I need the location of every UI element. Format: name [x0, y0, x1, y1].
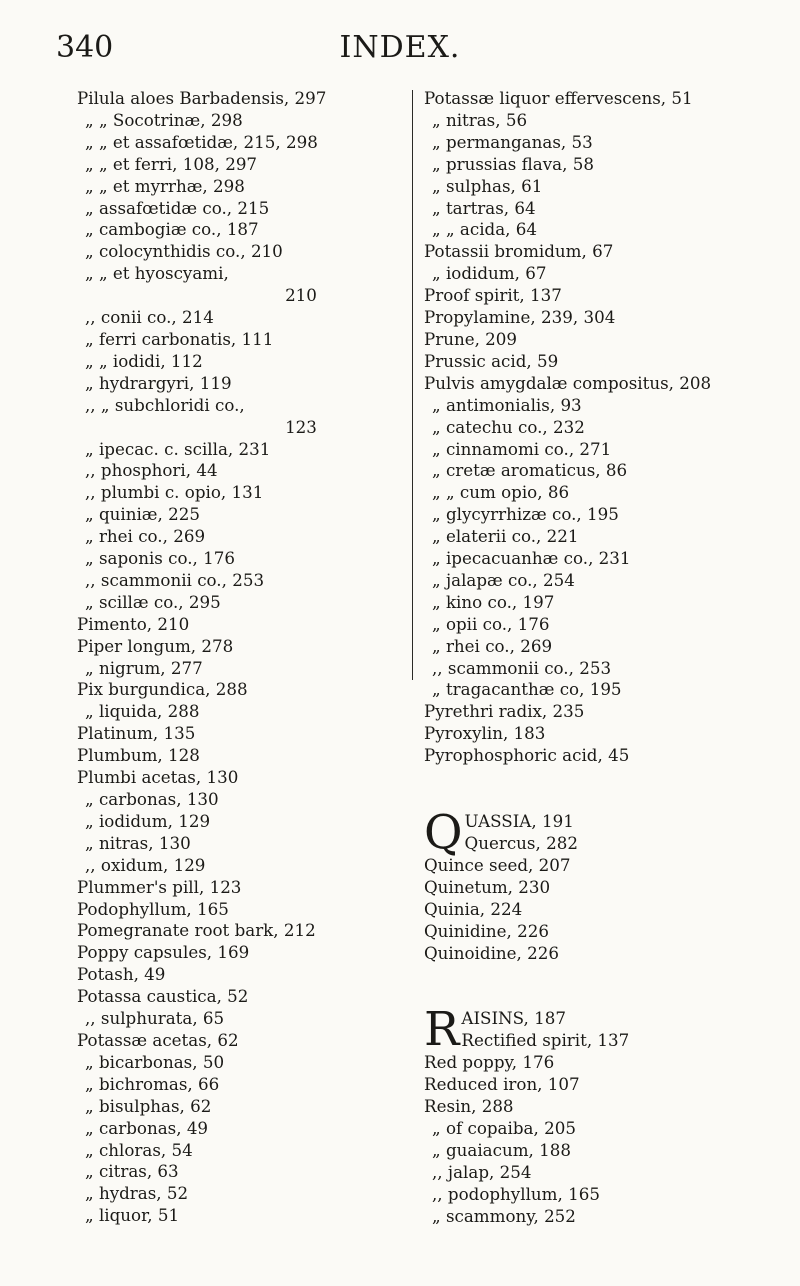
section-q: [424, 805, 764, 861]
r-entries: [424, 1052, 764, 1227]
index-entry: „ scillæ co., 295: [85, 591, 221, 612]
index-entry: ,, jalap, 254: [432, 1161, 532, 1182]
index-entry: Prussic acid, 59: [424, 350, 559, 371]
index-entry: „ ipecacuanhæ co., 231: [432, 548, 631, 569]
column-divider: [412, 90, 413, 680]
index-entry: Proof spirit, 137: [424, 285, 562, 306]
index-entry: „ nitras, 130: [85, 832, 191, 853]
index-entry: „ guaiacum, 188: [432, 1139, 571, 1160]
index-entry: „ „ acida, 64: [432, 219, 538, 240]
index-entry: ,, conii co., 214: [85, 307, 214, 328]
index-entry: „ cambogiæ co., 187: [85, 219, 259, 240]
index-entry: „ carbonas, 130: [85, 789, 219, 809]
index-entry: ,, podophyllum, 165: [432, 1183, 600, 1204]
index-entry: „ hydrargyri, 119: [85, 372, 232, 393]
p-entries: [424, 88, 764, 767]
index-entry: Platinum, 135: [77, 723, 196, 744]
index-entry: Potassæ acetas, 62: [77, 1029, 239, 1050]
index-entry: „ assafœtidæ co., 215: [85, 197, 270, 218]
index-entry: „ colocynthidis co., 210: [85, 241, 283, 262]
page-number: 340: [56, 30, 114, 65]
index-entry: Podophyllum, 165: [77, 898, 229, 919]
index-entry: „ hydras, 52: [85, 1183, 189, 1204]
index-entry: „ jalapæ co., 254: [432, 569, 575, 590]
index-entry: 210: [285, 285, 317, 306]
index-entry: „ sulphas, 61: [432, 175, 543, 196]
index-entry: „ „ et ferri, 108, 297: [85, 153, 258, 174]
index-entry: „ bisulphas, 62: [85, 1095, 212, 1116]
dropcap-r: R: [424, 1002, 460, 1058]
index-entry: Quince seed, 207: [424, 854, 571, 875]
index-entry: „ bichromas, 66: [85, 1073, 220, 1094]
index-entry: „ catechu co., 232: [432, 416, 585, 437]
index-entry: ,, oxidum, 129: [85, 854, 206, 875]
index-entry: AISINS, 187: [461, 1008, 566, 1029]
index-entry: „ chloras, 54: [85, 1139, 193, 1160]
index-entry: „ glycyrrhizæ co., 195: [432, 504, 619, 525]
index-entry: „ opii co., 176: [432, 613, 550, 634]
index-entry: Quercus, 282: [464, 833, 578, 853]
index-entry: Quinoidine, 226: [424, 942, 559, 963]
index-entry: „ saponis co., 176: [85, 548, 236, 569]
index-entry: Pyrethri radix, 235: [424, 701, 585, 722]
index-entry: Pilula aloes Barbadensis, 297: [77, 88, 327, 108]
index-entry: „ ferri carbonatis, 111: [85, 328, 274, 349]
index-entry: „ tartras, 64: [432, 197, 536, 218]
index-entry: „ „ et myrrhæ, 298: [85, 175, 245, 196]
section-gap: [424, 964, 764, 1008]
index-entry: „ tragacanthæ co, 195: [432, 679, 622, 700]
page-header: [56, 30, 744, 70]
index-entry: Propylamine, 239, 304: [424, 307, 616, 328]
index-entry: „ rhei co., 269: [432, 635, 553, 656]
index-entry: Plumbi acetas, 130: [77, 767, 239, 788]
index-entry: UASSIA, 191: [464, 811, 574, 832]
index-entry: „ ipecac. c. scilla, 231: [85, 438, 271, 459]
left-index-column: [77, 88, 405, 1227]
index-entry: ,, plumbi c. opio, 131: [85, 482, 264, 503]
index-entry: „ rhei co., 269: [85, 526, 206, 547]
index-entry: Pulvis amygdalæ compositus, 208: [424, 372, 712, 393]
index-entry: Rectified spirit, 137: [461, 1030, 630, 1051]
index-entry: ,, scammonii co., 253: [85, 569, 265, 590]
index-entry: Poppy capsules, 169: [77, 942, 250, 963]
running-title: INDEX.: [339, 30, 461, 65]
index-entry: Potassii bromidum, 67: [424, 241, 614, 262]
section-gap: [424, 767, 764, 811]
index-entry: „ bicarbonas, 50: [85, 1051, 225, 1072]
index-entry: Pimento, 210: [77, 613, 190, 634]
index-entry: „ iodidum, 129: [85, 810, 211, 831]
index-entry: ,, sulphurata, 65: [85, 1008, 225, 1029]
index-entry: „ antimonialis, 93: [432, 394, 582, 415]
index-entry: ,, „ subchloridi co.,: [85, 394, 245, 415]
index-entry: „ „ cum opio, 86: [432, 482, 570, 503]
index-entry: Pix burgundica, 288: [77, 679, 248, 700]
index-entry: Quinidine, 226: [424, 920, 549, 941]
q-entries: [424, 855, 764, 965]
index-entry: „ liquor, 51: [85, 1205, 180, 1226]
index-entry: ,, scammonii co., 253: [432, 657, 612, 678]
index-entry: Potassæ liquor effervescens, 51: [424, 88, 693, 108]
index-entry: „ prussias flava, 58: [432, 153, 594, 174]
index-entry: „ permanganas, 53: [432, 131, 593, 152]
index-entry: Reduced iron, 107: [424, 1074, 580, 1095]
index-entry: „ „ et assafœtidæ, 215, 298: [85, 131, 318, 152]
index-entry: Pyroxylin, 183: [424, 723, 546, 744]
index-entry: Quinetum, 230: [424, 876, 551, 897]
index-entry: „ liquida, 288: [85, 701, 200, 722]
index-entry: Pyrophosphoric acid, 45: [424, 745, 630, 766]
index-entry: Pomegranate root bark, 212: [77, 920, 316, 941]
index-entry: Piper longum, 278: [77, 635, 234, 656]
index-entry: „ quiniæ, 225: [85, 504, 200, 525]
index-entry: „ citras, 63: [85, 1161, 179, 1182]
index-entry: „ „ et hyoscyami,: [85, 263, 229, 284]
section-r: [424, 1002, 764, 1058]
index-entry: 123: [285, 416, 317, 437]
index-entry: „ carbonas, 49: [85, 1117, 209, 1138]
index-entry: Quinia, 224: [424, 898, 523, 919]
index-entry: „ elaterii co., 221: [432, 526, 579, 547]
index-entry: ,, phosphori, 44: [85, 460, 218, 481]
index-entry: „ cretæ aromaticus, 86: [432, 460, 628, 481]
index-entry: „ scammony, 252: [432, 1205, 576, 1226]
index-entry: „ kino co., 197: [432, 591, 555, 612]
index-entry: Prune, 209: [424, 328, 518, 349]
index-entry: „ iodidum, 67: [432, 263, 547, 284]
dropcap-q: Q: [424, 805, 463, 861]
index-entry: Potash, 49: [77, 964, 166, 985]
index-entry: Red poppy, 176: [424, 1052, 555, 1073]
index-entry: „ nigrum, 277: [85, 657, 203, 678]
index-entry: „ nitras, 56: [432, 109, 528, 130]
index-entry: Plummer's pill, 123: [77, 876, 242, 897]
index-entry: „ „ Socotrinæ, 298: [85, 109, 243, 130]
index-entry: „ „ iodidi, 112: [85, 350, 203, 371]
index-entry: „ of copaiba, 205: [432, 1117, 576, 1138]
right-index-column: [424, 88, 764, 1228]
index-entry: Resin, 288: [424, 1096, 514, 1117]
index-entry: Plumbum, 128: [77, 745, 200, 766]
index-entry: Potassa caustica, 52: [77, 986, 249, 1007]
index-entry: „ cinnamomi co., 271: [432, 438, 612, 459]
